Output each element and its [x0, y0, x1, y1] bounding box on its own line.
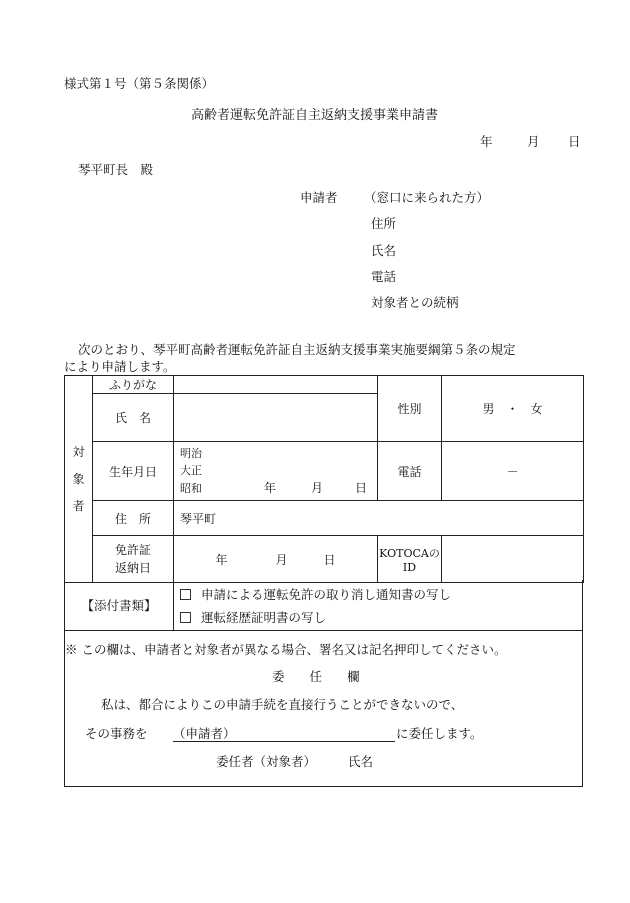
gender-options[interactable]: 男 ・ 女: [442, 376, 584, 442]
target-char-2: 象: [72, 471, 85, 486]
birth-day-label: 日: [355, 481, 368, 495]
applicant-phone-label: 電話: [371, 269, 397, 284]
delegation-section: [64, 631, 583, 787]
birth-month-label: 月: [311, 481, 324, 495]
document-title: 高齢者運転免許証自主返納支援事業申請書: [191, 108, 439, 123]
checkbox-icon[interactable]: [180, 589, 191, 600]
era-meiji: 明治: [180, 446, 202, 460]
date-day-label: 日: [568, 134, 581, 149]
assign-prefix: その事務を: [85, 726, 148, 741]
return-date-label: [93, 536, 174, 583]
addressee: 琴平町長 殿: [78, 162, 154, 177]
applicant-address-label: 住所: [371, 216, 397, 231]
applicant-relation-label: 対象者との続柄: [371, 295, 459, 310]
delegator-name-label: 氏名: [348, 754, 374, 769]
phone-label: 電話: [378, 442, 442, 501]
attachments-label: 【添付書類】: [65, 580, 174, 630]
birth-year-label: 年: [264, 481, 277, 495]
attachment-item-2-label: 運転経歴証明書の写し: [201, 610, 327, 625]
date-year-label: 年: [480, 134, 493, 149]
form-number: 様式第１号（第５条関係）: [64, 76, 215, 91]
birthdate-field[interactable]: [174, 442, 378, 501]
gender-label: 性別: [378, 376, 442, 442]
delegator-label: 委任者（対象者）: [216, 754, 317, 769]
return-date-field[interactable]: 年 月 日: [174, 536, 378, 583]
phone-field[interactable]: －: [442, 442, 584, 501]
era-taisho: 大正: [180, 464, 202, 478]
name-label: 氏 名: [93, 394, 174, 442]
applicant-label: 申請者: [300, 190, 338, 205]
kotoca-id-label: KOTOCAのID: [378, 536, 442, 583]
target-char-3: 者: [72, 498, 85, 513]
target-person-header: [65, 376, 93, 583]
delegation-notice: ※ この欄は、申請者と対象者が異なる場合、署名又は記名押印してください。: [65, 642, 507, 657]
attachment-item-1-label: 申請による運転免許の取り消し通知書の写し: [201, 587, 452, 602]
target-person-table: [64, 375, 584, 583]
return-label-line-1: 免許証: [114, 543, 151, 557]
era-showa: 昭和: [180, 481, 202, 495]
assign-target[interactable]: （申請者）: [173, 726, 236, 741]
address-field[interactable]: 琴平町: [174, 501, 584, 536]
assign-underline: [173, 741, 395, 742]
attachment-item-1[interactable]: [180, 585, 451, 603]
furigana-field[interactable]: [174, 376, 378, 394]
delegation-heading: 委 任 欄: [272, 669, 360, 684]
birthdate-label: 生年月日: [93, 442, 174, 501]
applicant-note: （窓口に来られた方）: [364, 190, 490, 205]
intro-line-1: 次のとおり、琴平町高齢者運転免許証自主返納支援事業実施要綱第５条の規定: [78, 342, 516, 357]
kotoca-id-field[interactable]: [442, 536, 584, 583]
applicant-name-label: 氏名: [371, 243, 397, 258]
attachment-item-2[interactable]: [180, 608, 326, 626]
checkbox-icon[interactable]: [180, 612, 191, 623]
furigana-label: ふりがな: [93, 376, 174, 394]
address-label: 住 所: [93, 501, 174, 536]
date-month-label: 月: [527, 134, 540, 149]
intro-line-2: により申請します。: [64, 359, 176, 374]
delegation-body: 私は、都合によりこの申請手続を直接行うことができないので、: [101, 697, 464, 712]
return-label-line-2: 返納日: [114, 561, 151, 575]
assign-suffix: に委任します。: [396, 726, 483, 741]
name-field[interactable]: [174, 394, 378, 442]
target-char-1: 対: [72, 444, 85, 459]
attachments-section: [64, 580, 583, 631]
